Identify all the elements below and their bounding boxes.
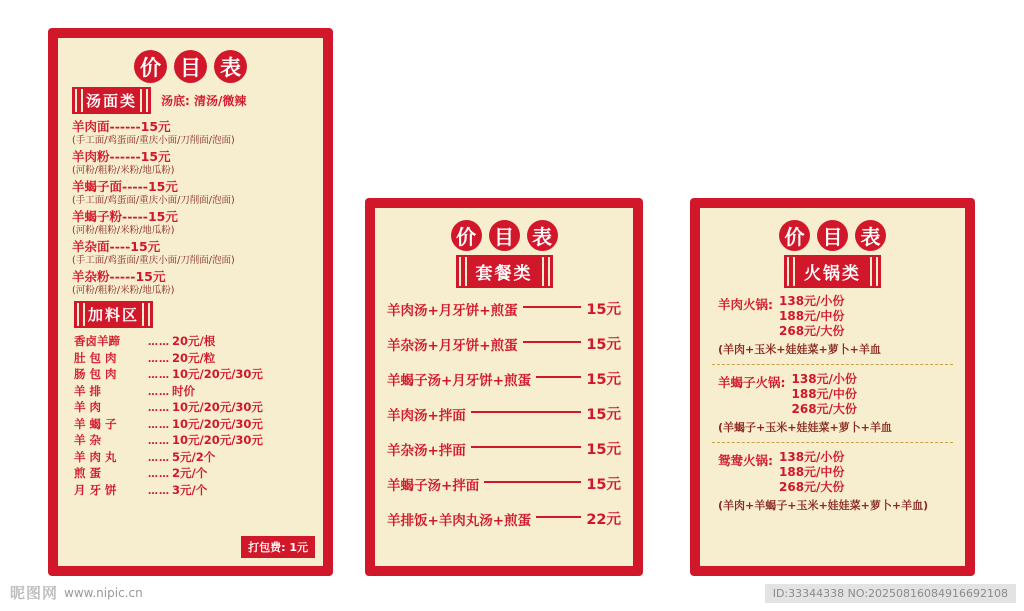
list-item — [74, 433, 313, 450]
title-char: 表 — [855, 220, 886, 251]
list-item — [74, 384, 313, 401]
list-item — [72, 179, 313, 207]
list-item — [74, 367, 313, 384]
divider — [712, 364, 953, 365]
price-large: 268元/大份 — [779, 324, 845, 338]
leader-line — [536, 516, 581, 518]
combo-price: 15元 — [586, 407, 621, 423]
price-small: 138元/小份 — [779, 294, 845, 308]
price-small: 138元/小份 — [791, 372, 857, 386]
list-item — [387, 473, 621, 494]
price-board-noodles — [48, 28, 333, 576]
section-banner-soup-noodles — [72, 87, 151, 114]
item-desc: (手工面/鸡蛋面/重庆小面/刀削面/泡面) — [72, 195, 235, 206]
board-inner — [56, 36, 325, 568]
hotpot-ingredients: (羊蝎子+玉米+娃娃菜+萝卜+羊血 — [718, 421, 892, 434]
list-item — [387, 368, 621, 389]
hotpot-header — [718, 372, 949, 416]
item-desc: (河粉/粗粉/米粉/地瓜粉) — [72, 225, 175, 236]
list-item — [74, 334, 313, 351]
dot-leader: …… — [148, 353, 170, 365]
list-item — [387, 403, 621, 424]
packaging-fee-badge: 打包费: 1元 — [241, 536, 315, 558]
list-item — [72, 269, 313, 297]
addon-name: 香卤羊蹄 — [74, 334, 120, 348]
noodle-list — [72, 119, 313, 297]
price-medium: 188元/中份 — [779, 309, 845, 323]
hotpot-prices — [792, 372, 857, 416]
hotpot-ingredients: (羊肉+玉米+娃娃菜+萝卜+羊血 — [718, 343, 881, 356]
combo-list — [385, 298, 623, 529]
title-char: 价 — [451, 220, 482, 251]
item-name: 羊杂粉-----15元 — [72, 269, 166, 284]
hotpot-header — [718, 294, 949, 338]
hotpot-prices — [779, 450, 844, 494]
price-large: 268元/大份 — [791, 402, 857, 416]
addon-name: 煎 蛋 — [74, 466, 102, 480]
price-large: 268元/大份 — [779, 480, 845, 494]
hotpot-header — [718, 450, 949, 494]
addon-name: 羊 肉 丸 — [74, 449, 117, 464]
title-char: 目 — [489, 220, 520, 251]
list-item — [387, 508, 621, 529]
title-char: 表 — [214, 50, 247, 83]
addon-name: 月 牙 饼 — [74, 482, 117, 497]
section-banner-addons — [74, 301, 313, 328]
combo-name: 羊排饭+羊肉丸汤+煎蛋 — [387, 512, 532, 529]
hotpot-ingredients: (羊肉+羊蝎子+玉米+娃娃菜+萝卜+羊血) — [718, 499, 929, 512]
addon-price: 时价 — [172, 383, 195, 398]
addon-name: 羊 肉 — [74, 400, 102, 414]
combo-price: 15元 — [586, 372, 621, 388]
addon-name: 羊 杂 — [74, 433, 102, 447]
item-name: 羊杂面----15元 — [72, 239, 161, 254]
leader-line — [471, 446, 582, 448]
item-desc: (河粉/粗粉/米粉/地瓜粉) — [72, 285, 175, 296]
addon-name: 肚 包 肉 — [74, 350, 117, 365]
price-small: 138元/小份 — [779, 450, 845, 464]
dot-leader: …… — [148, 436, 170, 447]
price-board-hotpot — [690, 198, 975, 576]
watermark-left — [10, 582, 143, 603]
list-item — [72, 119, 313, 147]
addon-name: 肠 包 肉 — [74, 367, 117, 381]
combo-price: 15元 — [586, 477, 621, 493]
addon-name: 羊 蝎 子 — [74, 416, 117, 431]
combo-name: 羊肉汤+拌面 — [387, 407, 466, 424]
board-inner — [698, 206, 967, 568]
dot-leader: …… — [148, 370, 170, 381]
board3-title — [710, 220, 955, 251]
leader-line — [536, 376, 581, 378]
combo-price: 15元 — [586, 442, 621, 458]
list-item — [72, 149, 313, 177]
combo-name: 羊杂汤+拌面 — [387, 442, 466, 459]
list-item — [718, 450, 949, 513]
list-item — [74, 417, 313, 434]
combo-price: 15元 — [586, 302, 621, 318]
divider — [712, 442, 953, 443]
list-item — [387, 298, 621, 319]
dot-leader: …… — [148, 337, 170, 348]
item-desc: (手工面/鸡蛋面/重庆小面/刀削面/泡面) — [72, 255, 235, 266]
section-banner-label: 加料区 — [74, 301, 153, 328]
item-name: 羊蝎子粉-----15元 — [72, 209, 178, 224]
addon-price: 10元/20元/30元 — [172, 400, 263, 414]
title-char: 价 — [134, 50, 167, 83]
list-item — [387, 438, 621, 459]
addon-price: 10元/20元/30元 — [172, 433, 263, 447]
title-char: 表 — [527, 220, 558, 251]
leader-line — [471, 411, 582, 413]
addon-list — [74, 334, 313, 499]
board2-title — [385, 220, 623, 251]
dot-leader: …… — [148, 419, 170, 431]
hotpot-name: 鸳鸯火锅: — [718, 453, 773, 468]
hotpot-name: 羊肉火锅: — [718, 297, 773, 312]
leader-line — [484, 481, 581, 483]
hotpot-name: 羊蝎子火锅: — [718, 375, 786, 390]
addon-price: 5元/2个 — [172, 449, 216, 464]
combo-name: 羊杂汤+月牙饼+煎蛋 — [387, 337, 518, 354]
item-name: 羊肉粉------15元 — [72, 149, 171, 164]
leader-line — [523, 306, 582, 308]
addon-price: 20元/根 — [172, 334, 216, 348]
combo-name: 羊蝎子汤+月牙饼+煎蛋 — [387, 372, 532, 389]
addon-price: 10元/20元/30元 — [172, 367, 263, 381]
title-char: 目 — [174, 50, 207, 83]
combo-price: 22元 — [586, 512, 621, 528]
section-banner-label: 套餐类 — [456, 255, 553, 288]
item-name: 羊蝎子面-----15元 — [72, 179, 178, 194]
combo-name: 羊肉汤+月牙饼+煎蛋 — [387, 302, 518, 319]
hotpot-prices — [779, 294, 844, 338]
list-item — [718, 372, 949, 435]
soup-base-note: 汤底: 清汤/微辣 — [161, 94, 247, 108]
item-name: 羊肉面------15元 — [72, 119, 171, 134]
section-banner-combos — [385, 255, 623, 288]
list-item — [72, 209, 313, 237]
addon-name: 羊 排 — [74, 383, 102, 398]
list-item — [74, 450, 313, 467]
section-banner-hotpot — [710, 255, 955, 288]
dot-leader: …… — [148, 469, 170, 480]
dot-leader: …… — [148, 403, 170, 414]
section-banner-label: 火锅类 — [784, 255, 881, 288]
price-medium: 188元/中份 — [779, 465, 845, 479]
list-item — [72, 239, 313, 267]
leader-line — [523, 341, 582, 343]
section-banner-label: 汤面类 — [72, 87, 151, 114]
soup-noodle-section-header — [72, 87, 313, 114]
addon-price: 10元/20元/30元 — [172, 416, 263, 431]
item-desc: (河粉/粗粉/米粉/地瓜粉) — [72, 165, 175, 176]
combo-name: 羊蝎子汤+拌面 — [387, 477, 480, 494]
board-inner — [373, 206, 635, 568]
title-char: 目 — [817, 220, 848, 251]
list-item — [74, 400, 313, 417]
combo-price: 15元 — [586, 337, 621, 353]
list-item — [74, 466, 313, 483]
watermark-image-id: ID:33344338 NO:20250816084916692108 — [765, 584, 1016, 603]
dot-leader: …… — [148, 452, 170, 464]
price-board-combos — [365, 198, 643, 576]
dot-leader: …… — [148, 386, 170, 398]
site-logo: 昵图网 — [10, 584, 59, 602]
list-item — [74, 483, 313, 500]
site-url: www.nipic.cn — [64, 585, 143, 600]
price-medium: 188元/中份 — [791, 387, 857, 401]
list-item — [387, 333, 621, 354]
addon-price: 2元/个 — [172, 466, 208, 480]
addon-price: 20元/粒 — [172, 350, 216, 365]
list-item — [74, 351, 313, 368]
board1-title — [68, 50, 313, 83]
addon-price: 3元/个 — [172, 482, 208, 497]
item-desc: (手工面/鸡蛋面/重庆小面/刀削面/泡面) — [72, 135, 235, 146]
dot-leader: …… — [148, 485, 170, 497]
title-char: 价 — [779, 220, 810, 251]
list-item — [718, 294, 949, 357]
